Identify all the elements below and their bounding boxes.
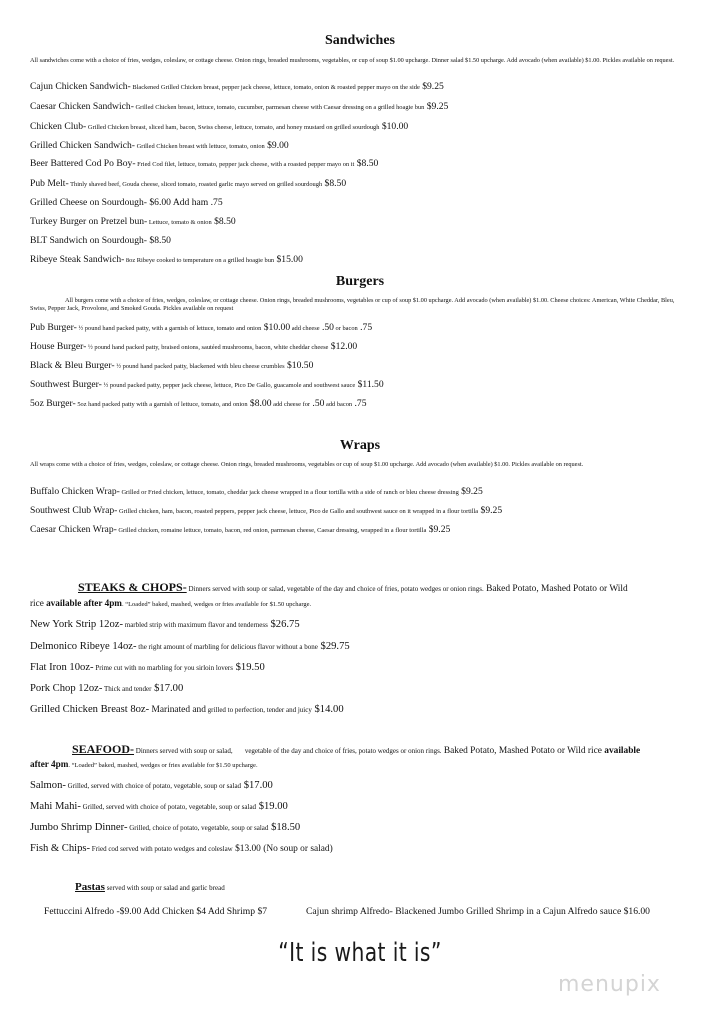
item-price: $18.50: [268, 822, 301, 833]
steaks-intro-sides: Baked Potato, Mashed Potato or Wild: [483, 584, 628, 594]
item-price: $11.50: [355, 379, 384, 390]
pasta-item-fettuccini: Fettuccini Alfredo -$9.00 Add Chicken $4 Add Shrimp $7: [44, 906, 268, 917]
item-addon-price: .75: [357, 322, 373, 333]
item-name: Flat Iron 10oz-: [30, 662, 94, 673]
seafood-availability: available: [601, 746, 641, 756]
steaks-upcharge-note: . “Loaded” baked, mashed, wedges or fries available for $1.50 upcharge.: [121, 601, 312, 608]
menu-item: [30, 800, 288, 814]
item-desc: marbled strip with maximum flavor and tenderness: [123, 621, 268, 629]
seafood-availability-time: after 4pm: [30, 759, 69, 769]
item-desc: Prime cut with no marbling for you sirloin lovers: [93, 664, 233, 672]
menu-item: [30, 398, 366, 411]
item-name: Chicken Club-: [30, 121, 87, 132]
item-desc: 8oz Ribeye cooked to temperature on a grilled hoagie bun: [124, 257, 275, 264]
menu-item: [30, 505, 502, 518]
menu-item: [30, 661, 265, 675]
menu-item: [30, 235, 171, 247]
item-price: $26.75: [267, 619, 300, 630]
item-addon: add bacon: [324, 401, 353, 408]
item-price: $10.00: [261, 322, 291, 333]
pastas-title: Pastas: [75, 881, 105, 893]
item-price: $19.50: [232, 662, 265, 673]
item-name: Black & Bleu Burger-: [30, 360, 115, 371]
item-name: Cajun Chicken Sandwich-: [30, 81, 131, 92]
item-desc: Lettuce, tomato & onion: [147, 219, 212, 226]
menu-item: [30, 842, 333, 856]
item-price: $8.50: [322, 178, 347, 189]
menu-item: [30, 216, 236, 229]
item-desc: Grilled, served with choice of potato, vegetable, soup or salad: [80, 803, 257, 811]
item-name: Grilled Cheese on Sourdough- $6.00 Add ham .75: [30, 197, 223, 208]
item-desc: ½ pound hand packed patty, braised onions, sautéed mushrooms, bacon, white cheddar cheese: [86, 344, 329, 351]
menu-item: [30, 360, 313, 373]
item-name: Turkey Burger on Pretzel bun-: [30, 216, 148, 227]
item-price: $17.00: [151, 683, 184, 694]
menu-item: [30, 379, 384, 392]
seafood-intro-line2: [30, 760, 258, 770]
seafood-title: SEAFOOD-: [72, 742, 135, 756]
item-name: Beer Battered Cod Po Boy-: [30, 158, 136, 169]
item-name: Buffalo Chicken Wrap-: [30, 486, 120, 497]
item-price: $17.00: [241, 780, 273, 791]
item-desc: the right amount of marbling for delicious flavor without a bone: [136, 643, 318, 651]
item-name: Ribeye Steak Sandwich-: [30, 254, 125, 265]
item-name: 5oz Burger-: [30, 398, 76, 409]
menu-item: [30, 121, 408, 134]
menu-item: [30, 197, 223, 209]
item-desc: grilled to perfection, tender and juicy: [205, 706, 312, 714]
item-desc: Fried Cod filet, lettuce, tomato, pepper jack cheese, with a roasted pepper mayo on it: [135, 161, 355, 168]
item-price: $13.00 (No soup or salad): [232, 844, 333, 854]
item-addon-price: .50: [319, 322, 334, 333]
menu-item: [30, 618, 300, 632]
burgers-title: Burgers: [335, 274, 385, 289]
menupix-watermark: menupix: [558, 972, 661, 997]
item-price: $10.50: [284, 360, 314, 371]
item-name: Pub Burger-: [30, 322, 77, 333]
item-price: $29.75: [317, 641, 350, 652]
item-desc: Grilled Chicken breast with lettuce, tomato, onion: [134, 143, 265, 150]
menu-item: [30, 821, 300, 835]
pasta-item-cajun-shrimp: Cajun shrimp Alfredo- Blackened Jumbo Grilled Shrimp in a Cajun Alfredo sauce $16.00: [306, 906, 650, 917]
item-price: $9.00: [264, 140, 289, 151]
item-price: $9.25: [419, 81, 444, 92]
item-price: $8.00: [247, 398, 272, 409]
steaks-intro-line2: [30, 599, 311, 609]
item-name: Jumbo Shrimp Dinner-: [30, 822, 128, 833]
item-name: New York Strip 12oz-: [30, 619, 123, 630]
item-price: $9.25: [426, 524, 451, 535]
item-desc: Grilled Chicken breast, sliced ham, bacon, Swiss cheese, lettuce, tomato, and honey mustard on grilled sourdough: [86, 124, 380, 131]
item-desc: Blackened Grilled Chicken breast, pepper jack cheese, lettuce, tomato, onion & roasted pepper mayo on the side: [130, 84, 420, 91]
menu-item: [30, 254, 303, 267]
sandwiches-title: Sandwiches: [324, 33, 396, 48]
menu-item: [30, 81, 444, 94]
item-name: Fish & Chips-: [30, 843, 91, 854]
item-desc: 5oz hand packed patty with a garnish of lettuce, tomato, and onion: [75, 401, 248, 408]
item-desc: Thinly shaved beef, Gouda cheese, sliced tomato, roasted garlic mayo served on grilled sourdough: [68, 181, 323, 188]
item-name: House Burger-: [30, 341, 87, 352]
steaks-heading: [78, 582, 628, 594]
item-name: BLT Sandwich on Sourdough- $8.50: [30, 235, 171, 246]
item-desc: Grilled, served with choice of potato, vegetable, soup or salad: [65, 782, 242, 790]
item-price: $9.25: [458, 486, 483, 497]
menu-item: [30, 140, 289, 153]
item-desc: ½ pound hand packed patty, blackened with bleu cheese crumbles: [114, 363, 285, 370]
item-name: Southwest Club Wrap-: [30, 505, 118, 516]
item-addon: or bacon: [333, 325, 358, 332]
item-name: Southwest Burger-: [30, 379, 102, 390]
item-price: $9.25: [478, 505, 503, 516]
item-price: $9.25: [424, 101, 449, 112]
item-name: Pub Melt-: [30, 178, 69, 189]
steaks-title: STEAKS & CHOPS-: [78, 580, 187, 594]
item-name: Pork Chop 12oz-: [30, 683, 103, 694]
quote-text: “It is what it is”: [278, 938, 442, 968]
menu-item: [30, 158, 378, 171]
item-desc: ½ pound hand packed patty, with a garnish of lettuce, tomato and onion: [76, 325, 262, 332]
item-desc: Grilled Chicken breast, lettuce, tomato, cucumber, parmesan cheese with Caesar dressing on a grilled hoagie bun: [133, 104, 425, 111]
sandwiches-note: All sandwiches come with a choice of fries, wedges, coleslaw, or cottage cheese. Onion rings, breaded mushrooms, vegetables, or cup of soup $1.00 upcharge. Dinner salad $1.50 upcharge. Add avocado (when available) $1.00. Pickles available on request.: [30, 57, 675, 64]
item-price: $8.50: [354, 158, 379, 169]
item-price: $19.00: [256, 801, 288, 812]
seafood-intro-sides: Baked Potato, Mashed Potato or Wild rice: [441, 746, 602, 756]
steaks-intro: Dinners served with soup or salad, vegetable of the day and choice of fries, potato wedges or onion rings.: [186, 585, 484, 593]
wraps-note: All wraps come with a choice of fries, wedges, coleslaw, or cottage cheese. Onion rings, breaded mushrooms, vegetables or cup of soup $1.00 upcharge. Add avocado (when available) $1.00. Pickles available on request.: [30, 461, 584, 468]
item-desc: Grilled chicken, ham, bacon, roasted peppers, pepper jack cheese, lettuce, Pico de Gallo and southwest sauce on it wrapped in a flour tortilla: [117, 508, 479, 515]
menu-item: [30, 178, 346, 191]
item-name: Grilled Chicken Sandwich-: [30, 140, 135, 151]
item-price: $10.00: [379, 121, 409, 132]
burgers-note: All burgers come with a choice of fries, wedges, coleslaw, or cottage cheese. Onion rings, breaded mushrooms, vegetables or cup of soup $1.00 upcharge. Add avocado (when available) $1.00. Cheese choices: American, White Cheddar, Bleu, Swiss, Pepper Jack, Provolone, and Smoked Gouda. Pickles available on request: [30, 297, 675, 312]
menu-item: [30, 322, 372, 335]
steaks-intro-text: rice: [30, 598, 47, 608]
item-desc: Thick and tender: [102, 685, 152, 693]
menu-item: [30, 524, 450, 537]
seafood-upcharge-note: . “Loaded” baked, mashed, wedges or fries available for $1.50 upcharge.: [68, 762, 258, 769]
item-price: $12.00: [328, 341, 358, 352]
item-desc: ½ pound packed patty, pepper jack cheese, lettuce, Pico De Gallo, guacamole and southwest sauce: [101, 382, 356, 389]
item-desc: Fried cod served with potato wedges and coleslaw: [90, 845, 233, 853]
seafood-heading: [72, 744, 640, 756]
item-name: Grilled Chicken Breast 8oz-: [30, 704, 150, 715]
menu-item: [30, 486, 483, 499]
item-price: $8.50: [211, 216, 236, 227]
item-price: $15.00: [274, 254, 303, 265]
menu-item: [30, 703, 344, 717]
item-name: Delmonico Ribeye 14oz-: [30, 641, 137, 652]
pastas-intro: served with soup or salad and garlic bread: [104, 884, 225, 892]
item-desc: Marinated and: [149, 705, 206, 715]
pastas-heading: [75, 882, 225, 893]
wraps-title: Wraps: [339, 438, 381, 453]
item-name: Caesar Chicken Sandwich-: [30, 101, 134, 112]
menu-item: [30, 779, 273, 793]
item-desc: Grilled chicken, romaine lettuce, tomato, bacon, red onion, parmesan cheese, Caesar dressing, wrapped in a flour tortilla: [116, 527, 427, 534]
steaks-availability: available after 4pm: [46, 598, 122, 608]
item-price: $14.00: [311, 704, 344, 715]
item-addon-price: .75: [352, 398, 367, 409]
item-addon-price: .50: [310, 398, 325, 409]
item-name: Mahi Mahi-: [30, 801, 81, 812]
menu-item: [30, 341, 357, 354]
item-desc: Grilled, choice of potato, vegetable, soup or salad: [127, 824, 269, 832]
item-name: Caesar Chicken Wrap-: [30, 524, 117, 535]
seafood-intro: Dinners served with soup or salad, vegetable of the day and choice of fries, potato wedges or onion rings.: [134, 747, 442, 755]
item-addon: add cheese for: [271, 401, 311, 408]
menu-item: [30, 101, 448, 114]
item-addon: add cheese: [290, 325, 320, 332]
item-name: Salmon-: [30, 780, 66, 791]
menu-item: [30, 682, 183, 696]
item-desc: Grilled or Fried chicken, lettuce, tomato, cheddar jack cheese wrapped in a flour tortilla with a side of ranch or bleu cheese dressing: [119, 489, 459, 496]
menu-item: [30, 640, 350, 654]
